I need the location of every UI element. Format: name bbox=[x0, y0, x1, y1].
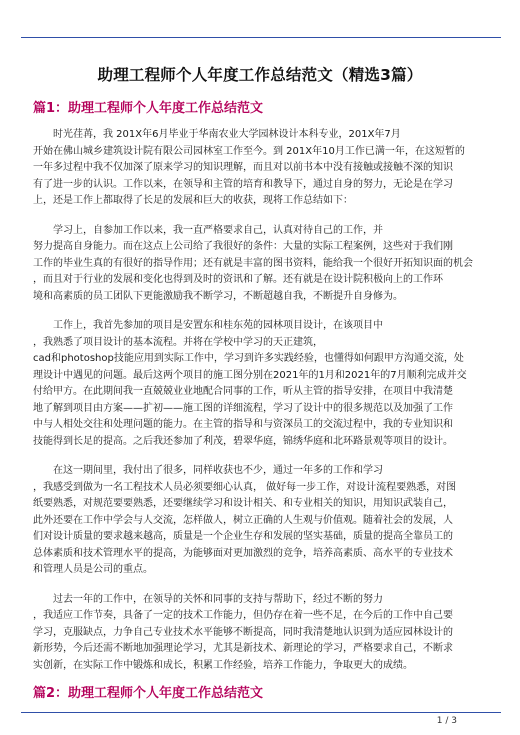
footer-rule bbox=[21, 712, 501, 713]
text-line: ，我适应工作节奏，具备了一定的技术工作能力，但仍存在着一些不足，在今后的工作中自己要 bbox=[33, 610, 453, 621]
paragraph-4 bbox=[33, 463, 491, 579]
section-heading-2: 篇2：助理工程师个人年度工作总结范文 bbox=[33, 686, 264, 701]
text-line: 努力提高自身能力。而在这点上公司给了我很好的条件：大量的实际工程案例，这些对于我们刚 bbox=[33, 241, 453, 252]
text-line: 技能得到长足的提高。之后我还参加了利茂，碧翠华庭，锦绣华庭和北环路景观等项目的设计。 bbox=[33, 435, 453, 447]
text-line: 学习上，自参加工作以来，我一直严格要求自己，认真对待自己的工作，并 bbox=[33, 224, 383, 236]
text-line: ，我感受到做为一名工程技术人员必须要细心认真， 做好每一步工作，对设计流程要熟悉，对图 bbox=[33, 481, 457, 493]
section-heading-1: 篇1：助理工程师个人年度工作总结范文 bbox=[33, 101, 264, 116]
text-line: 工作的毕业生真的有很好的指导作用；还有就是丰富的图书资料，能给我一个很好开拓知识面的机会 bbox=[33, 257, 473, 269]
page-number: 1 / 3 bbox=[436, 716, 457, 726]
text-line: 境和高素质的员工团队下更能激励我不断学习，不断超越自我，不断提升自身修为。 bbox=[33, 290, 403, 302]
text-line: 实创新，在实际工作中锻炼和成长，积累工作经验，培养工作能力，争取更大的成绩。 bbox=[33, 659, 413, 671]
paragraph-3 bbox=[33, 318, 491, 450]
text-line: 们对设计质量的要求越来越高，质量是一个企业生存和发展的坚实基础，质量的提高全靠员工的 bbox=[33, 531, 453, 542]
text-line: cad和photoshop技能应用到实际工作中，学习到许多实践经验，也懂得如何跟甲方沟通交流，处 bbox=[33, 353, 464, 364]
text-line: 一年多过程中我不仅加深了原来学习的知识理解，而且对以前书本中没有接触或接触不深的知识 bbox=[33, 162, 453, 173]
header-rule bbox=[21, 37, 501, 38]
text-line: 在这一期间里，我付出了很多，同样收获也不少，通过一年多的工作和学习 bbox=[33, 465, 383, 476]
text-line: ，而且对于行业的发展和变化也得到及时的资讯和了解。还有就是在设计院积极向上的工作环 bbox=[33, 274, 443, 285]
text-line: 付给甲方。在此期间我一直兢兢业业地配合同事的工作，听从主管的指导安排，在项目中我清楚 bbox=[33, 386, 453, 397]
text-line: 开始在佛山城乡建筑设计院有限公司园林室工作至今。到 201X年10月工作已满一年，在这短暂的 bbox=[33, 145, 465, 157]
text-line: 总体素质和技术管理水平的提高，为能够面对更加激烈的竞争，培养高素质、高水平的专业技术 bbox=[33, 547, 453, 559]
text-line: 地了解到项目由方案——扩初——施工图的详细流程，学习了设计中的很多规范以及加强了工作 bbox=[33, 402, 453, 414]
text-line: 过去一年的工作中，在领导的关怀和同事的支持与帮助下，经过不断的努力 bbox=[33, 593, 383, 605]
text-line: 此外还要在工作中学会与人交流，怎样做人，树立正确的人生观与价值观。随着社会的发展，人 bbox=[33, 514, 453, 526]
document-body bbox=[33, 127, 491, 687]
paragraph-2 bbox=[33, 223, 491, 306]
paragraph-1 bbox=[33, 127, 491, 210]
text-line: 有了进一步的认识。工作以来，在领导和主管的培育和教导下，通过自身的努力，无论是在学习 bbox=[33, 178, 453, 190]
text-line: 学习，克服缺点，力争自己专业技术水平能够不断提高，同时我清楚地认识到为适应园林设计的 bbox=[33, 626, 453, 638]
paragraph-5 bbox=[33, 592, 491, 675]
text-line: 时光荏苒，我 201X年6月毕业于华南农业大学园林设计本科专业，201X年7月 bbox=[33, 129, 401, 140]
text-line: 新形势，今后还需不断地加强理论学习，尤其是新技术、新理论的学习，严格要求自己，不断求 bbox=[33, 643, 453, 654]
text-line: ，我熟悉了项目设计的基本流程。并将在学校中学习的天正建筑， bbox=[33, 336, 323, 348]
text-line: 纸要熟悉，对规范要要熟悉，还要继续学习和设计相关、和专业相关的知识，用知识武装自己， bbox=[33, 498, 453, 509]
text-line: 理设计中遇见的问题。最后这两个项目的施工图分别在2021年的1月和2021年的7月顺利完成并交 bbox=[33, 369, 467, 381]
document-title: 助理工程师个人年度工作总结范文（精选3篇） bbox=[97, 66, 423, 84]
text-line: 工作上，我首先参加的项目是安置东和桂东苑的园林项目设计，在该项目中 bbox=[33, 320, 383, 331]
text-line: 上，还是工作上都取得了长足的发展和巨大的收获，现将工作总结如下： bbox=[33, 195, 353, 206]
text-line: 中与人相处交往和处理问题的能力。在主管的指导和与资深员工的交流过程中，我的专业知识和 bbox=[33, 419, 453, 430]
text-line: 和管理人员是公司的重点。 bbox=[33, 564, 153, 575]
